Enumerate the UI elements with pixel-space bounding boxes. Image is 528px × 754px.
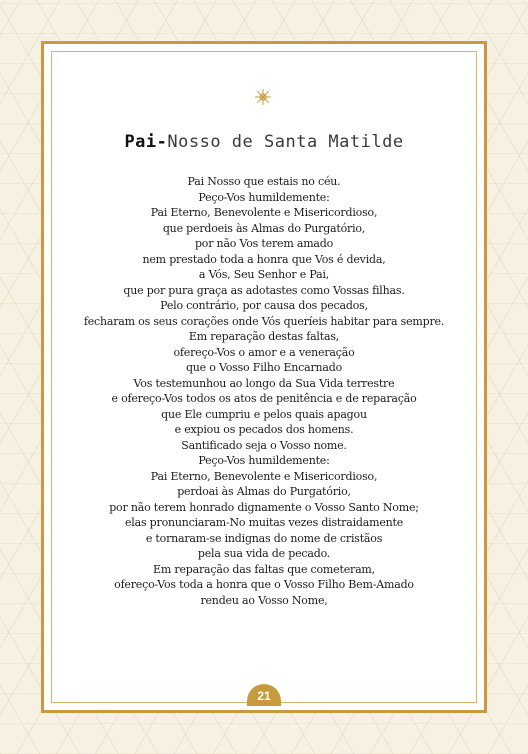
prayer-line: Pai Eterno, Benevolente e Misericordioso,: [150, 206, 378, 219]
prayer-line: ofereço-Vos o amor e a veneração: [173, 345, 355, 359]
title-rest: Nosso de Santa Matilde: [167, 132, 404, 152]
prayer-line: Peço-Vos humildemente:: [198, 454, 330, 467]
prayer-line: e tornaram-se indignas do nome de cristãos: [145, 531, 383, 545]
prayer-line: elas pronunciaram-No muitas vezes distraidamente: [124, 516, 404, 529]
prayer-text: [44, 174, 484, 608]
prayer-line: e ofereço-Vos todos os atos de penitência e de reparação: [111, 392, 417, 405]
prayer-line: fecharam os seus corações onde Vós queríeis habitar para sempre.: [83, 314, 445, 328]
prayer-line: Pai Eterno, Benevolente e Misericordioso,: [150, 469, 378, 483]
prayer-line: perdoai às Almas do Purgatório,: [177, 485, 351, 498]
gold-flourish-icon: [254, 88, 272, 106]
prayer-line: Em reparação destas faltas,: [188, 330, 340, 343]
prayer-line: pela sua vida de pecado.: [197, 547, 331, 560]
prayer-line: a Vós, Seu Senhor e Pai,: [198, 268, 330, 281]
page-frame: [41, 41, 487, 713]
prayer-line: e expiou os pecados dos homens.: [174, 423, 354, 436]
prayer-line: por não Vos terem amado: [194, 237, 334, 250]
prayer-line: ofereço-Vos toda a honra que o Vosso Filho Bem-Amado: [114, 578, 414, 591]
prayer-line: que o Vosso Filho Encarnado: [185, 361, 343, 374]
prayer-line: Santificado seja o Vosso nome.: [181, 438, 347, 452]
prayer-line: nem prestado toda a honra que Vos é devida,: [142, 252, 386, 266]
prayer-line: Pelo contrário, por causa dos pecados,: [160, 299, 368, 312]
page-number: 21: [247, 684, 281, 706]
prayer-line: Em reparação das faltas que cometeram,: [153, 562, 375, 576]
prayer-line: rendeu ao Vosso Nome,: [200, 593, 328, 607]
prayer-line: Pai Nosso que estais no céu.: [187, 175, 341, 188]
page-title: [44, 132, 484, 152]
prayer-line: Peço-Vos humildemente:: [198, 190, 330, 204]
title-strong: Pai-: [124, 132, 168, 152]
prayer-line: por não terem honrado dignamente o Vosso Santo Nome;: [109, 500, 419, 514]
prayer-line: que Ele cumpriu e pelos quais apagou: [161, 407, 367, 421]
prayer-line: Vos testemunhou ao longo da Sua Vida terrestre: [133, 376, 395, 390]
prayer-line: que perdoeis às Almas do Purgatório,: [162, 221, 366, 235]
prayer-line: que por pura graça as adotastes como Vossas filhas.: [123, 283, 405, 297]
